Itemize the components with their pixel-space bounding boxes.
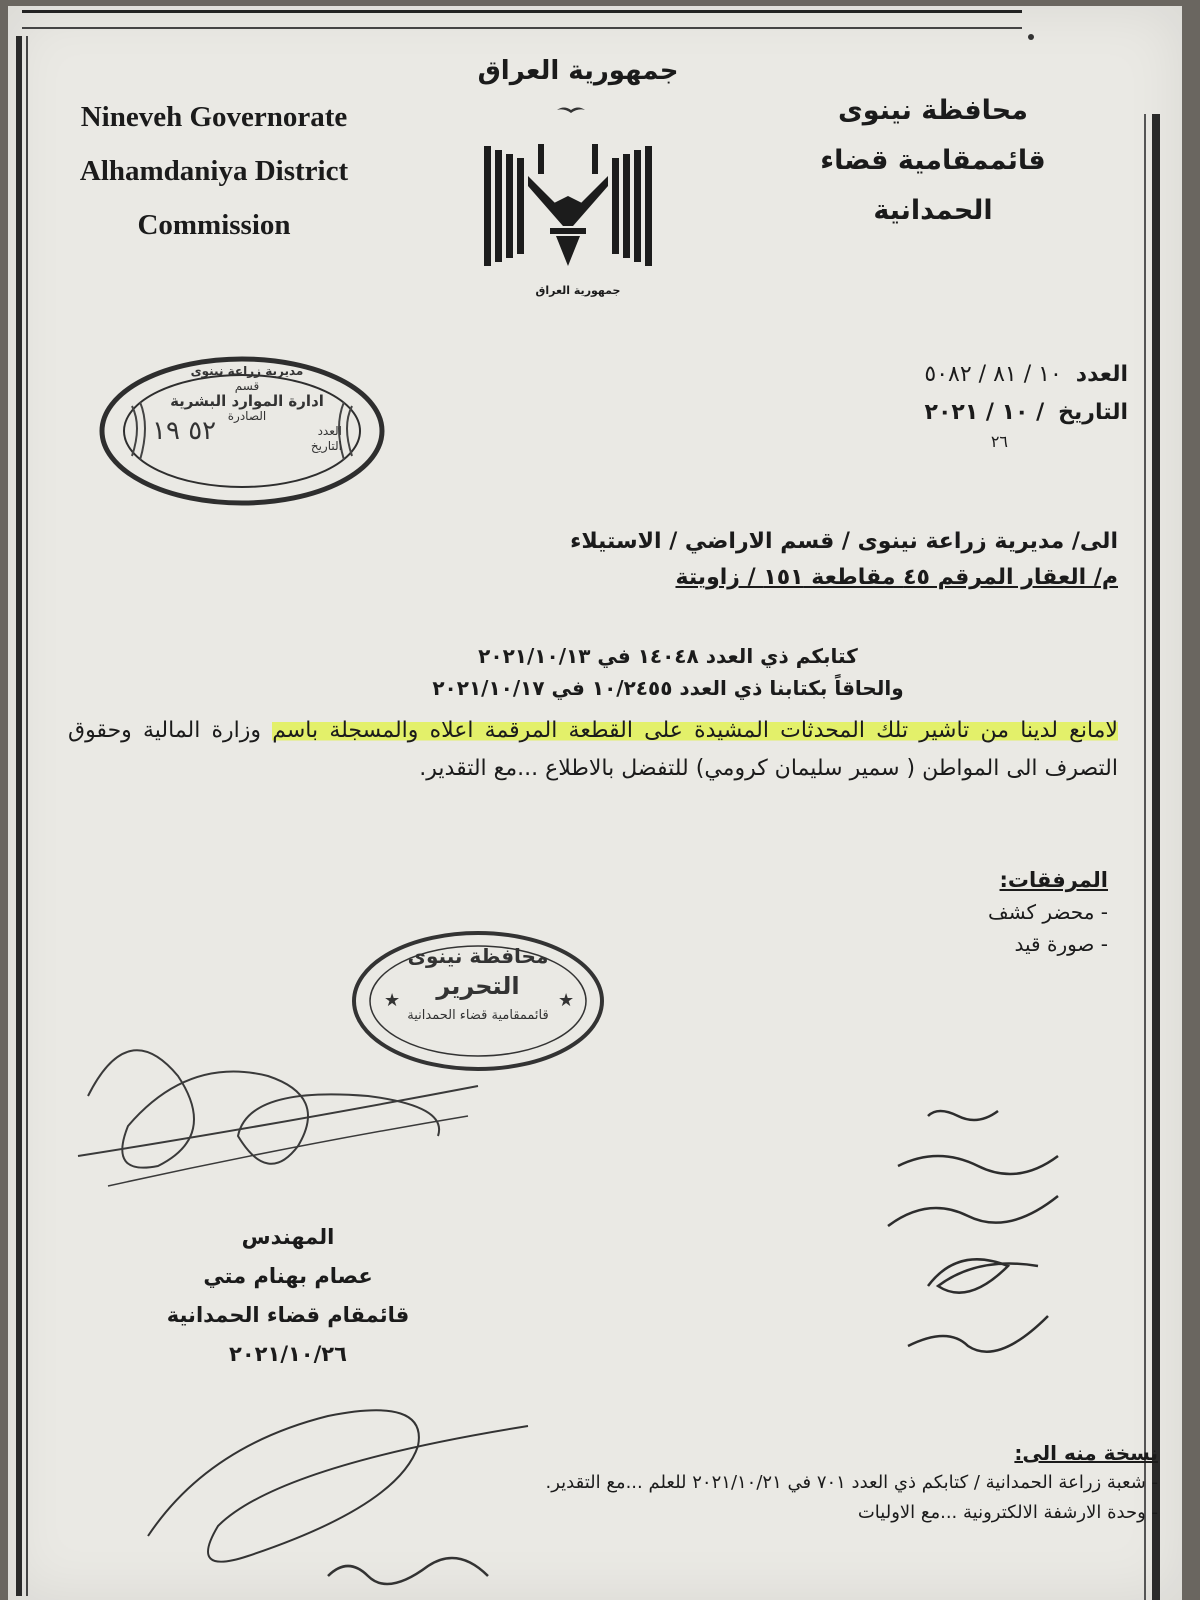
- page-border-right-inner: [1144, 114, 1146, 1600]
- subject-line: م/ العقار المرقم ٤٥ مقاطعة ١٥١ / زاويتة: [675, 565, 1118, 590]
- stamp2-line-1: محافظة نينوى: [407, 944, 549, 968]
- letterhead-ar-line-1: محافظة نينوى: [838, 95, 1028, 126]
- addressee-to: الى/ مديرية زراعة نينوى / قسم الاراضي / الاستيلاء: [570, 529, 1118, 554]
- svg-text:★: ★: [558, 990, 575, 1011]
- arabic-letterhead: [808, 86, 1058, 236]
- reference-block: [848, 356, 1128, 452]
- ref-date-day: ٢٦: [990, 432, 1008, 451]
- signatory-position: قائمقام قضاء الحمدانية: [166, 1303, 410, 1327]
- eagle-mark-icon: [556, 104, 586, 120]
- copies-title: نسخة منه الى:: [1014, 1441, 1158, 1465]
- stamp1-line-5: العدد: [317, 424, 342, 438]
- republic-title: جمهورية العراق: [477, 56, 679, 86]
- signatory-block: [118, 1218, 458, 1374]
- signatory-name: عصام بهنام متي: [203, 1264, 373, 1288]
- stamp1-line-3: ادارة الموارد البشرية: [170, 392, 324, 410]
- body-rest-text: وزارة المالية وحقوق التصرف الى المواطن ( سمير سليمان كرومي) للتفضل بالاطلاع ...مع التقدير.: [68, 718, 1118, 781]
- body-highlighted-text: لامانع لدينا من تاشير تلك المحدثات المشيدة على القطعة المرقمة اعلاه والمسجلة باسم: [272, 718, 1118, 743]
- document-page: [8, 6, 1182, 1600]
- stamp1-line-2: قسم: [234, 379, 260, 393]
- ref-date-value: / ١٠ / ٢٠٢١: [924, 400, 1045, 425]
- attachment-item: - صورة قيد: [1014, 932, 1108, 956]
- letterhead-ar-line-2: قائممقامية قضاء: [820, 145, 1046, 176]
- letterhead-en-line-3: Commission: [137, 209, 291, 241]
- ref-date-label: التاريخ: [1058, 400, 1128, 425]
- addressee-block: [308, 524, 1118, 596]
- reference-line-2: والحاقاً بكتابنا ذي العدد ١٠/٢٤٥٥ في ٢٠٢١/١٠/١٧: [432, 676, 904, 700]
- svg-text:★: ★: [384, 990, 401, 1011]
- reference-line-1: كتابكم ذي العدد ١٤٠٤٨ في ٢٠٢١/١٠/١٣: [478, 644, 858, 668]
- signatory-date: ٢٠٢١/١٠/٢٦: [229, 1342, 347, 1366]
- letterhead-ar-line-3: الحمدانية: [873, 195, 993, 226]
- stamp1-number: ٥٢ ١٩: [152, 416, 217, 446]
- stamp1-line-6: التاريخ: [310, 439, 342, 453]
- signatory-title: المهندس: [241, 1225, 335, 1249]
- stamp1-line-4: الصادرة: [227, 409, 267, 423]
- copy-item: - وحدة الارشفة الالكترونية ...مع الاوليات: [857, 1502, 1158, 1523]
- punch-mark: [1028, 34, 1034, 40]
- ref-number-value: ١٠ / ٨١ / ٥٠٨٢: [924, 362, 1062, 387]
- stamp2-line-3: قائممقامية قضاء الحمدانية: [407, 1008, 549, 1023]
- iraq-emblem-icon: [478, 136, 658, 280]
- copies-block: [368, 1438, 1158, 1528]
- english-letterhead: [44, 90, 384, 252]
- letterhead-en-line-2: Alhamdaniya District: [79, 155, 349, 187]
- received-stamp: [92, 346, 392, 520]
- ref-number-label: العدد: [1075, 362, 1128, 387]
- page-border-top: [22, 10, 1022, 29]
- page-border-right: [1152, 114, 1160, 1600]
- attachments-block: [808, 864, 1108, 960]
- page-border-left: [16, 36, 22, 1596]
- letterhead-en-line-1: Nineveh Governorate: [80, 101, 348, 133]
- attachment-item: - محضر كشف: [988, 900, 1108, 924]
- stamp1-line-1: مديرية زراعة نينوى: [190, 364, 304, 378]
- attachments-title: المرفقات:: [999, 868, 1108, 892]
- emblem-caption: جمهورية العراق: [535, 284, 621, 297]
- stamp2-line-2: التحرير: [436, 972, 520, 1000]
- letter-body: [68, 712, 1118, 788]
- page-border-left-inner: [26, 36, 28, 1596]
- copy-item: - شعبة زراعة الحمدانية / كتابكم ذي العدد ٧٠١ في ٢٠٢١/١٠/٢١ للعلم ...مع التقدير.: [545, 1472, 1158, 1493]
- references-block: [308, 640, 1028, 704]
- signature-scribble: [68, 1016, 488, 1220]
- handwritten-note-signature: [868, 1096, 1068, 1400]
